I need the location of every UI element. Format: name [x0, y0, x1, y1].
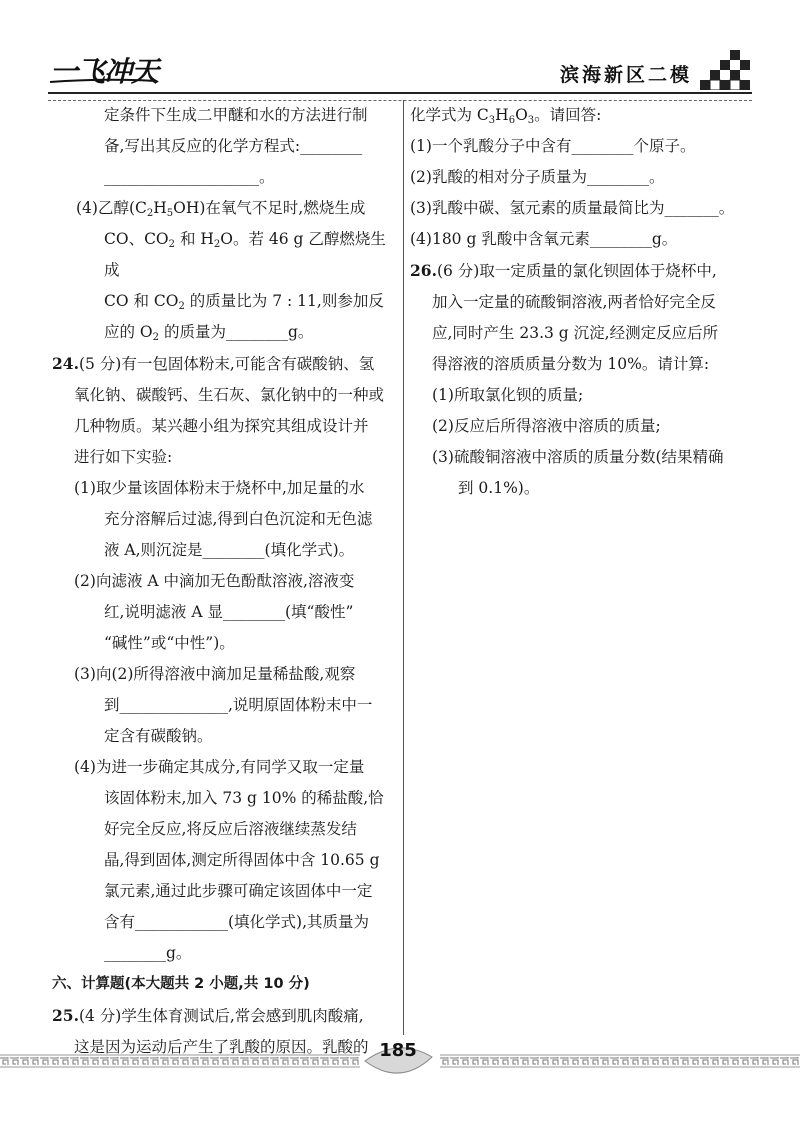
- q24-2-line2: 红,说明滤液 A 显________(填“酸性”: [104, 603, 354, 621]
- q24-number: 24.: [52, 354, 79, 373]
- q25-1: (1)一个乳酸分子中含有________个原子。: [410, 137, 696, 155]
- q25-2: (2)乳酸的相对分子质量为________。: [410, 168, 665, 186]
- exam-title: 滨海新区二模: [559, 64, 692, 86]
- q25-stem-line2: 这是因为运动后产生了乳酸的原因。乳酸的: [74, 1038, 369, 1056]
- checkerboard-icon: [700, 50, 752, 90]
- q24-2-line3: “碱性”或“中性”)。: [104, 634, 235, 652]
- logo-swoosh-icon: [48, 78, 158, 84]
- q26-stem-line3: 应,同时产生 23.3 g 沉淀,经测定反应后所: [432, 324, 719, 342]
- q26-3-line1: (3)硫酸铜溶液中溶质的质量分数(结果精确: [432, 448, 724, 466]
- brand-logo: 一飞冲天: [50, 55, 159, 88]
- column-divider: [403, 100, 404, 1035]
- page-header: [0, 0, 800, 100]
- q24-4-line4: 晶,得到固体,测定所得固体中含 10.65 g: [104, 851, 380, 869]
- q25-stem-line1: 25.(4 分)学生体育测试后,常会感到肌肉酸痛,: [52, 1006, 364, 1025]
- left-column: [52, 100, 397, 1063]
- q24-3-line2: 到______________,说明原固体粉末中一: [104, 696, 373, 714]
- q25-formula-line: 化学式为 $C_3H_6O_3$。请回答:: [410, 106, 602, 126]
- q23-3-line3: ____________________。: [104, 168, 275, 186]
- q24-4-line3: 好完全反应,将反应后溶液继续蒸发结: [104, 820, 357, 838]
- q24-4-line2: 该固体粉末,加入 73 g 10% 的稀盐酸,恰: [104, 789, 384, 807]
- q25-number: 25.: [52, 1006, 79, 1025]
- right-column: [410, 100, 750, 504]
- q24-stem-line1: 24.(5 分)有一包固体粉末,可能含有碳酸钠、氢: [52, 354, 375, 373]
- page-number: 185: [379, 1040, 417, 1061]
- q24-3-line1: (3)向(2)所得溶液中滴加足量稀盐酸,观察: [74, 665, 356, 683]
- section-6-heading: 六、计算题(本大题共 2 小题,共 10 分): [52, 976, 310, 992]
- q25-4: (4)180 g 乳酸中含氧元素________g。: [410, 230, 678, 248]
- q23-3-line1: 定条件下生成二甲醚和水的方法进行制: [104, 106, 368, 124]
- q23-4-line1: (4)乙醇$(C_2H_5OH)$在氧气不足时,燃烧生成: [76, 199, 366, 219]
- q26-2: (2)反应后所得溶液中溶质的质量;: [432, 417, 661, 435]
- q24-stem-line2: 氧化钠、碳酸钙、生石灰、氯化钠中的一种或: [74, 386, 385, 404]
- q26-stem-line2: 加入一定量的硫酸铜溶液,两者恰好完全反: [432, 293, 716, 311]
- q26-stem-line1: 26.(6 分)取一定质量的氯化钡固体于烧杯中,: [410, 261, 717, 280]
- q24-1-line2: 充分溶解后过滤,得到白色沉淀和无色滤: [104, 510, 373, 528]
- q26-1: (1)所取氯化钡的质量;: [432, 386, 584, 404]
- q26-stem-line4: 得溶液的溶质质量分数为 10%。请计算:: [432, 355, 710, 373]
- q23-4-line4: 应的 $O_2$ 的质量为________g。: [104, 323, 314, 343]
- q24-stem-line4: 进行如下实验:: [74, 448, 173, 466]
- q23-4-line2: CO、$CO_2$ 和 $H_2O$。若 46 g 乙醇燃烧生成: [104, 230, 386, 279]
- q24-4-line7: ________g。: [104, 944, 192, 962]
- q24-1-line3: 液 A,则沉淀是________(填化学式)。: [104, 541, 355, 559]
- q24-4-line1: (4)为进一步确定其成分,有同学又取一定量: [74, 758, 365, 776]
- q24-1-line1: (1)取少量该固体粉末于烧杯中,加足量的水: [74, 479, 365, 497]
- q26-number: 26.: [410, 261, 437, 280]
- q24-stem-line3: 几种物质。某兴趣小组为探究其组成设计并: [74, 417, 369, 435]
- q24-4-line5: 氯元素,通过此步骤可确定该固体中一定: [104, 882, 373, 900]
- q25-3: (3)乳酸中碳、氢元素的质量最简比为_______。: [410, 199, 735, 217]
- q23-4-line3: CO 和 $CO_2$ 的质量比为 7 : 11,则参加反: [104, 292, 384, 312]
- q26-3-line2: 到 0.1%)。: [458, 479, 540, 497]
- q24-2-line1: (2)向滤液 A 中滴加无色酚酞溶液,溶液变: [74, 572, 355, 590]
- q23-3-line2: 备,写出其反应的化学方程式:________: [104, 137, 363, 155]
- q24-4-line6: 含有____________(填化学式),其质量为: [104, 913, 370, 931]
- q24-3-line3: 定含有碳酸钠。: [104, 727, 213, 745]
